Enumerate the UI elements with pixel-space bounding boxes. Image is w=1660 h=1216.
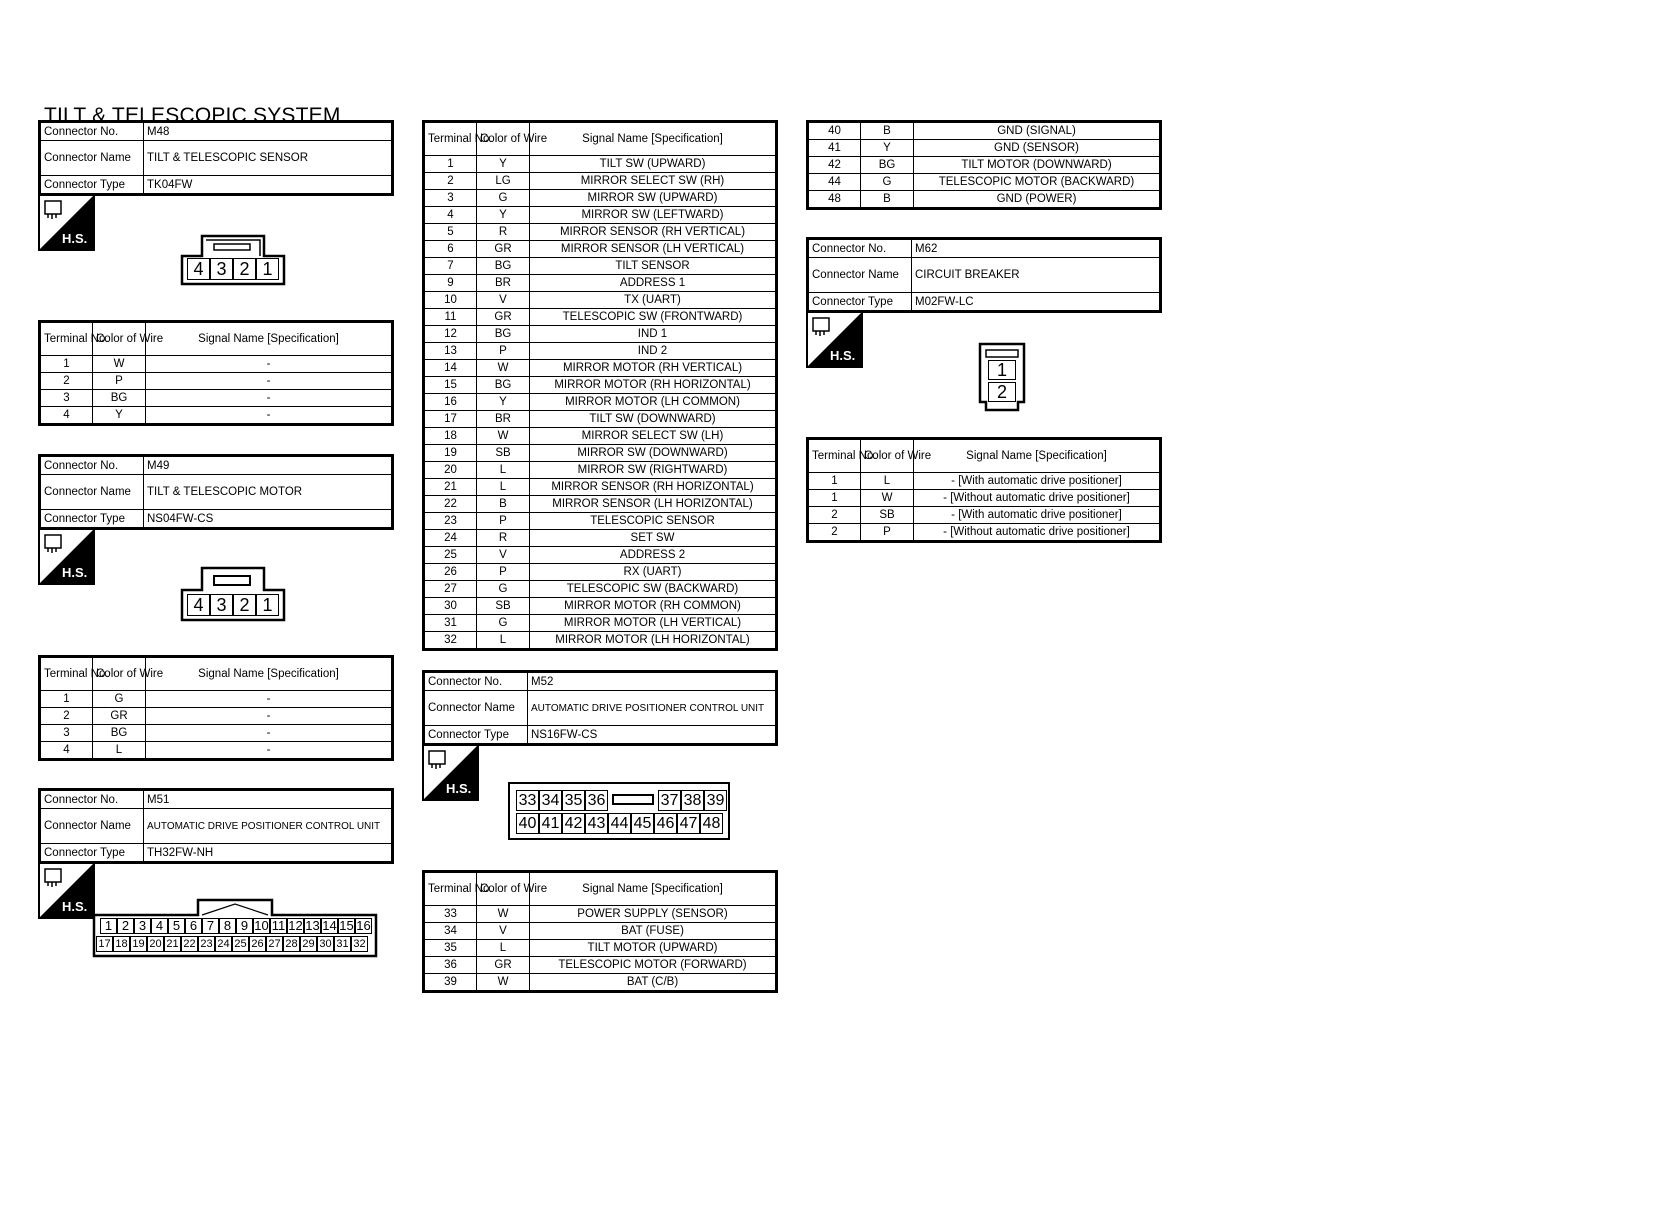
terminal-no-cell: 34	[424, 923, 477, 940]
wire-color-cell: L	[477, 479, 530, 496]
signal-name-cell: TILT SENSOR	[530, 258, 777, 275]
terminal-no-cell: 39	[424, 974, 477, 992]
wire-color-cell: BG	[861, 157, 914, 174]
wire-color-cell: G	[861, 174, 914, 191]
table-row	[424, 292, 777, 309]
wire-color-cell: B	[861, 122, 914, 140]
pin-15: 15	[339, 918, 354, 933]
wire-color-cell: BG	[477, 258, 530, 275]
signal-name-cell: TILT SW (UPWARD)	[530, 156, 777, 173]
signal-name-cell: GND (SIGNAL)	[914, 122, 1161, 140]
m51-pin-table: Terminal No. Color of Wire Signal Name [Specification] 1 Y TILT SW (UPWARD) 2 LG MIRROR SELECT SW (RH) 3 G MIRROR SW (UPWARD) 4 Y MIRROR SW (LEFTWARD) 5 R MIRROR SENSOR (RH VERTICAL) 6 GR MIRROR SENSOR (LH VERTICAL) 7 BG TILT SENSOR 9 BR ADDRESS 1 10 V TX (UART) 11 GR TELESCOPIC SW (FRONTWARD) 12 BG IND 1 13 P IND 2 14 W MIRROR MOTOR (RH VERTICAL) 15 BG MIRROR MOTOR (RH HORIZONTAL) 16 Y MIRROR MOTOR (LH COMMON) 17 BR TILT SW (DOWNWARD) 18 W MIRROR SELECT SW (LH) 19 SB MIRROR SW (DOWNWARD) 20 L MIRROR SW (RIGHTWARD) 21 L MIRROR SENSOR (RH HORIZONTAL) 22 B MIRROR SENSOR (LH HORIZONTAL) 23 P TELESCOPIC SENSOR 24 R SET SW 25 V ADDRESS 2 26 P RX (UART) 27 G TELESCOPIC SW (BACKWARD) 30 SB MIRROR MOTOR (RH COMMON) 31 G MIRROR MOTOR (LH VERTICAL) 32 L MIRROR MOTOR (LH HORIZONTAL)	[422, 120, 778, 651]
m51-name: AUTOMATIC DRIVE POSITIONER CONTROL UNIT	[144, 809, 393, 844]
connector-name-label: Connector Name	[40, 475, 144, 510]
signal-name-cell: - [With automatic drive positioner]	[914, 473, 1161, 490]
table-row	[424, 530, 777, 547]
table-row	[424, 377, 777, 394]
table-row: 3 BG -	[40, 725, 393, 742]
table-row	[424, 462, 777, 479]
table-row	[808, 157, 1161, 174]
table-row	[424, 906, 777, 923]
pin-45: 45	[631, 813, 654, 834]
table-row	[424, 411, 777, 428]
m62-name: CIRCUIT BREAKER	[912, 258, 1161, 293]
svg-text:H.S.: H.S.	[62, 565, 88, 580]
pin-1: 1	[988, 360, 1016, 380]
table-row	[808, 507, 1161, 524]
wire-color-cell: GR	[477, 241, 530, 258]
wire-color-cell: R	[477, 224, 530, 241]
table-row	[424, 974, 777, 992]
pin-2: 2	[117, 918, 134, 934]
signal-name-cell: TILT MOTOR (DOWNWARD)	[914, 157, 1161, 174]
terminal-no-cell: 16	[424, 394, 477, 411]
m51-connector-face	[92, 898, 378, 958]
pin-2: 2	[988, 382, 1016, 402]
pin-25: 25	[232, 936, 249, 952]
pin-27: 27	[266, 936, 283, 952]
wire-color-cell: LG	[477, 173, 530, 190]
pin-37: 37	[658, 790, 681, 811]
pin-2: 2	[233, 594, 256, 616]
table-row	[808, 122, 1161, 140]
pin-36: 36	[585, 790, 608, 811]
m48-pin-table	[38, 320, 394, 426]
wire-color-cell: G	[477, 190, 530, 207]
m52-pin-table: Terminal No. Color of Wire Signal Name [Specification] 33 W POWER SUPPLY (SENSOR) 34 V BAT (FUSE) 35 L TILT MOTOR (UPWARD) 36 GR TELESCOPIC MOTOR (FORWARD) 39 W BAT (C/B)	[422, 870, 778, 993]
wire-color-cell: V	[477, 923, 530, 940]
wire-color-cell: Y	[477, 156, 530, 173]
pin-35: 35	[562, 790, 585, 811]
pin-29: 29	[300, 936, 317, 952]
pin-42: 42	[562, 813, 585, 834]
table-row: 4 L -	[40, 742, 393, 760]
terminal-no-cell: 30	[424, 598, 477, 615]
terminal-no-cell: 5	[424, 224, 477, 241]
wire-color-cell: V	[477, 292, 530, 309]
wire-color-cell: SB	[861, 507, 914, 524]
wire-color-cell: SB	[477, 598, 530, 615]
wire-color-cell: Y	[477, 207, 530, 224]
signal-name-cell: MIRROR SW (RIGHTWARD)	[530, 462, 777, 479]
hs-label: H.S.	[62, 231, 88, 246]
table-row	[424, 343, 777, 360]
table-row	[424, 513, 777, 530]
pin-20: 20	[147, 936, 164, 952]
table-row	[424, 496, 777, 513]
pin-48: 48	[700, 813, 723, 834]
pin-32: 32	[351, 936, 368, 952]
table-row	[424, 581, 777, 598]
table-row	[424, 156, 777, 173]
pin-14: 14	[322, 918, 337, 933]
signal-name-cell: TELESCOPIC SW (FRONTWARD)	[530, 309, 777, 326]
signal-name-cell: IND 2	[530, 343, 777, 360]
table-row	[424, 547, 777, 564]
pin-26: 26	[249, 936, 266, 952]
signal-name-cell: TX (UART)	[530, 292, 777, 309]
table-row	[424, 326, 777, 343]
signal-name-cell: GND (SENSOR)	[914, 140, 1161, 157]
pin-4: 4	[187, 594, 210, 616]
table-row	[424, 224, 777, 241]
terminal-no-cell: 4	[424, 207, 477, 224]
table-row	[424, 632, 777, 650]
table-row	[424, 479, 777, 496]
wire-color-cell: SB	[477, 445, 530, 462]
terminal-no-cell: 3	[424, 190, 477, 207]
m48-connector-info	[38, 120, 394, 196]
table-row	[424, 564, 777, 581]
terminal-no-cell: 36	[424, 957, 477, 974]
signal-name-cell: - [Without automatic drive positioner]	[914, 524, 1161, 542]
terminal-no-cell: 22	[424, 496, 477, 513]
terminal-no-cell: 2	[808, 507, 861, 524]
pin-31: 31	[334, 936, 351, 952]
m51-connector-info: Connector No. M51 Connector Name AUTOMATIC DRIVE POSITIONER CONTROL UNIT Connector Type TH32FW-NH	[38, 788, 394, 864]
table-row	[424, 615, 777, 632]
pin-40: 40	[516, 813, 539, 834]
pin-5: 5	[168, 918, 185, 934]
m62-pin-table: Terminal No. Color of Wire Signal Name [Specification] 1 L - [With automatic drive positioner] 1 W - [Without automatic drive positioner] 2 SB - [With automatic drive positioner] 2 P - [Without automatic drive positioner]	[806, 437, 1162, 543]
wire-color-cell: W	[477, 974, 530, 992]
table-row: 2 P -	[40, 373, 393, 390]
signal-name-cell: ADDRESS 1	[530, 275, 777, 292]
terminal-no-cell: 14	[424, 360, 477, 377]
hs-icon	[806, 311, 863, 368]
wire-color-cell: L	[861, 473, 914, 490]
m52-name: AUTOMATIC DRIVE POSITIONER CONTROL UNIT	[528, 691, 777, 726]
connector-name-label: Connector Name	[40, 141, 144, 176]
pin-10: 10	[254, 918, 269, 933]
wire-color-cell: B	[477, 496, 530, 513]
terminal-no-header: Terminal No.	[40, 322, 93, 356]
table-row	[424, 258, 777, 275]
signal-name-cell: RX (UART)	[530, 564, 777, 581]
table-row: 1 W -	[40, 356, 393, 373]
wire-color-cell: BG	[477, 377, 530, 394]
table-row	[808, 191, 1161, 209]
pin-19: 19	[130, 936, 147, 952]
wire-color-cell: BG	[477, 326, 530, 343]
signal-name-cell: POWER SUPPLY (SENSOR)	[530, 906, 777, 923]
wire-color-cell: B	[861, 191, 914, 209]
m62-type: M02FW-LC	[912, 293, 1161, 312]
pin-43: 43	[585, 813, 608, 834]
signal-name-cell: MIRROR MOTOR (LH VERTICAL)	[530, 615, 777, 632]
pin-41: 41	[539, 813, 562, 834]
terminal-no-cell: 33	[424, 906, 477, 923]
page-title: TILT & TELESCOPIC SYSTEM	[44, 104, 341, 127]
table-row	[424, 923, 777, 940]
signal-name-cell: MIRROR MOTOR (RH VERTICAL)	[530, 360, 777, 377]
signal-name-cell: MIRROR SENSOR (LH VERTICAL)	[530, 241, 777, 258]
terminal-no-cell: 21	[424, 479, 477, 496]
terminal-no-cell: 11	[424, 309, 477, 326]
pin-3: 3	[134, 918, 151, 934]
signal-name-cell: TILT SW (DOWNWARD)	[530, 411, 777, 428]
table-row	[808, 473, 1161, 490]
m49-pin-table: Terminal No. Color of Wire Signal Name [Specification] 1 G - 2 GR - 3 BG - 4 L -	[38, 655, 394, 761]
terminal-no-cell: 19	[424, 445, 477, 462]
pin-22: 22	[181, 936, 198, 952]
signal-name-cell: MIRROR SENSOR (RH HORIZONTAL)	[530, 479, 777, 496]
m62-connector-face	[978, 342, 1026, 412]
signal-name-cell: TELESCOPIC SENSOR	[530, 513, 777, 530]
terminal-no-cell: 2	[808, 524, 861, 542]
signal-name-cell: IND 1	[530, 326, 777, 343]
table-row	[424, 428, 777, 445]
signal-name-cell: - [Without automatic drive positioner]	[914, 490, 1161, 507]
table-row	[424, 360, 777, 377]
pin-9: 9	[236, 918, 253, 934]
m52-connector-face	[508, 782, 730, 840]
table-row	[808, 174, 1161, 191]
table-row	[424, 241, 777, 258]
terminal-no-cell: 44	[808, 174, 861, 191]
signal-name-cell: MIRROR SENSOR (LH HORIZONTAL)	[530, 496, 777, 513]
pin-8: 8	[219, 918, 236, 934]
table-row: 1 G -	[40, 691, 393, 708]
m48-name: TILT & TELESCOPIC SENSOR	[144, 141, 393, 176]
terminal-no-cell: 13	[424, 343, 477, 360]
table-row	[424, 394, 777, 411]
table-row: 4 Y -	[40, 407, 393, 425]
table-row	[424, 173, 777, 190]
wire-color-cell: W	[477, 906, 530, 923]
wire-color-cell: GR	[477, 309, 530, 326]
terminal-no-cell: 26	[424, 564, 477, 581]
wire-color-cell: P	[477, 513, 530, 530]
pin-46: 46	[654, 813, 677, 834]
m49-no: M49	[144, 456, 393, 475]
wire-color-cell: P	[477, 343, 530, 360]
terminal-no-cell: 9	[424, 275, 477, 292]
signal-name-cell: MIRROR SW (DOWNWARD)	[530, 445, 777, 462]
m62-no: M62	[912, 239, 1161, 258]
pin-44: 44	[608, 813, 631, 834]
signal-name-cell: TELESCOPIC SW (BACKWARD)	[530, 581, 777, 598]
terminal-no-cell: 2	[424, 173, 477, 190]
wire-color-cell: W	[861, 490, 914, 507]
table-row	[424, 275, 777, 292]
svg-text:H.S.: H.S.	[62, 899, 88, 914]
signal-name-cell: - [With automatic drive positioner]	[914, 507, 1161, 524]
pin-2: 2	[233, 258, 256, 280]
pin-4: 4	[151, 918, 168, 934]
pin-23: 23	[198, 936, 215, 952]
pin-1: 1	[256, 594, 279, 616]
wire-color-cell: BR	[477, 411, 530, 428]
pin-12: 12	[288, 918, 303, 933]
signal-name-cell: MIRROR SELECT SW (RH)	[530, 173, 777, 190]
pin-11: 11	[271, 918, 286, 933]
connector-type-label: Connector Type	[40, 510, 144, 529]
signal-name-cell: TILT MOTOR (UPWARD)	[530, 940, 777, 957]
table-row: 3 BG -	[40, 390, 393, 407]
connector-lock-slot	[612, 794, 654, 805]
svg-text:H.S.: H.S.	[830, 348, 856, 363]
hs-icon	[422, 744, 479, 801]
terminal-no-cell: 27	[424, 581, 477, 598]
signal-name-cell: BAT (C/B)	[530, 974, 777, 992]
terminal-no-cell: 7	[424, 258, 477, 275]
signal-name-cell: MIRROR MOTOR (LH COMMON)	[530, 394, 777, 411]
m49-name: TILT & TELESCOPIC MOTOR	[144, 475, 393, 510]
pin-16: 16	[356, 918, 371, 933]
signal-name-cell: TELESCOPIC MOTOR (FORWARD)	[530, 957, 777, 974]
wire-color-cell: G	[477, 581, 530, 598]
signal-name-cell: TELESCOPIC MOTOR (BACKWARD)	[914, 174, 1161, 191]
m52-connector-info: Connector No. M52 Connector Name AUTOMATIC DRIVE POSITIONER CONTROL UNIT Connector Type NS16FW-CS	[422, 670, 778, 746]
signal-name-cell: GND (POWER)	[914, 191, 1161, 209]
terminal-no-cell: 6	[424, 241, 477, 258]
signal-name-cell: SET SW	[530, 530, 777, 547]
signal-name-cell: ADDRESS 2	[530, 547, 777, 564]
pin-30: 30	[317, 936, 334, 952]
pin-28: 28	[283, 936, 300, 952]
m48-connector-face	[180, 234, 286, 286]
wire-color-cell: BR	[477, 275, 530, 292]
pin-17: 17	[96, 936, 113, 952]
wire-color-cell: Y	[477, 394, 530, 411]
hs-icon	[38, 528, 95, 585]
table-row	[424, 957, 777, 974]
terminal-no-cell: 20	[424, 462, 477, 479]
terminal-no-cell: 35	[424, 940, 477, 957]
signal-name-cell: MIRROR SW (UPWARD)	[530, 190, 777, 207]
terminal-no-cell: 23	[424, 513, 477, 530]
terminal-no-cell: 1	[808, 473, 861, 490]
wire-color-cell: P	[861, 524, 914, 542]
signal-name-cell: MIRROR MOTOR (LH HORIZONTAL)	[530, 632, 777, 650]
m52-type: NS16FW-CS	[528, 726, 777, 745]
terminal-no-cell: 1	[808, 490, 861, 507]
terminal-no-cell: 1	[424, 156, 477, 173]
wire-color-cell: V	[477, 547, 530, 564]
m49-connector-info	[38, 454, 394, 530]
signal-header: Signal Name [Specification]	[146, 322, 393, 356]
m51-no: M51	[144, 790, 393, 809]
pin-3: 3	[210, 258, 233, 280]
pin-13: 13	[305, 918, 320, 933]
pin-7: 7	[202, 918, 219, 934]
table-row	[424, 445, 777, 462]
wire-color-cell: W	[477, 360, 530, 377]
pin-1: 1	[256, 258, 279, 280]
m49-connector-face	[180, 566, 286, 622]
table-row	[808, 524, 1161, 542]
table-row	[808, 140, 1161, 157]
hs-icon	[38, 862, 95, 919]
signal-name-cell: MIRROR MOTOR (RH HORIZONTAL)	[530, 377, 777, 394]
hs-icon	[38, 194, 95, 251]
terminal-no-cell: 18	[424, 428, 477, 445]
signal-name-cell: MIRROR SENSOR (RH VERTICAL)	[530, 224, 777, 241]
terminal-no-cell: 42	[808, 157, 861, 174]
m51-type: TH32FW-NH	[144, 844, 393, 863]
signal-name-cell: MIRROR MOTOR (RH COMMON)	[530, 598, 777, 615]
table-row: 2 GR -	[40, 708, 393, 725]
terminal-no-cell: 48	[808, 191, 861, 209]
pin-3: 3	[210, 594, 233, 616]
pin-39: 39	[704, 790, 727, 811]
color-header: Color of Wire	[93, 322, 146, 356]
table-row	[424, 940, 777, 957]
terminal-no-cell: 15	[424, 377, 477, 394]
wire-color-cell: L	[477, 940, 530, 957]
pin-4: 4	[187, 258, 210, 280]
wire-color-cell: P	[477, 564, 530, 581]
m48-no: M48	[144, 122, 393, 141]
signal-name-cell: MIRROR SELECT SW (LH)	[530, 428, 777, 445]
connector-no-label: Connector No.	[40, 122, 144, 141]
terminal-no-cell: 31	[424, 615, 477, 632]
pin-18: 18	[113, 936, 130, 952]
terminal-no-cell: 40	[808, 122, 861, 140]
m49-type: NS04FW-CS	[144, 510, 393, 529]
terminal-no-cell: 41	[808, 140, 861, 157]
table-row	[424, 598, 777, 615]
wire-color-cell: GR	[477, 957, 530, 974]
table-row	[424, 190, 777, 207]
table-row	[424, 207, 777, 224]
wire-color-cell: L	[477, 462, 530, 479]
terminal-no-cell: 10	[424, 292, 477, 309]
wire-color-cell: Y	[861, 140, 914, 157]
m48-info-table	[38, 120, 394, 196]
pin-1: 1	[100, 918, 117, 934]
terminal-no-cell: 17	[424, 411, 477, 428]
pin-33: 33	[516, 790, 539, 811]
svg-text:H.S.: H.S.	[446, 781, 472, 796]
signal-name-cell: BAT (FUSE)	[530, 923, 777, 940]
m52-pin-table-continued	[806, 120, 1162, 210]
wire-color-cell: R	[477, 530, 530, 547]
m62-connector-info: Connector No. M62 Connector Name CIRCUIT BREAKER Connector Type M02FW-LC	[806, 237, 1162, 313]
connector-no-label: Connector No.	[40, 456, 144, 475]
pin-6: 6	[185, 918, 202, 934]
pin-34: 34	[539, 790, 562, 811]
signal-name-cell: MIRROR SW (LEFTWARD)	[530, 207, 777, 224]
wire-color-cell: G	[477, 615, 530, 632]
terminal-no-cell: 32	[424, 632, 477, 650]
pin-38: 38	[681, 790, 704, 811]
terminal-no-cell: 12	[424, 326, 477, 343]
m48-type: TK04FW	[144, 176, 393, 195]
table-row	[808, 490, 1161, 507]
m52-no: M52	[528, 672, 777, 691]
terminal-no-cell: 24	[424, 530, 477, 547]
pin-24: 24	[215, 936, 232, 952]
wire-color-cell: L	[477, 632, 530, 650]
connector-type-label: Connector Type	[40, 176, 144, 195]
table-row	[424, 309, 777, 326]
wire-color-cell: W	[477, 428, 530, 445]
terminal-no-cell: 25	[424, 547, 477, 564]
pin-21: 21	[164, 936, 181, 952]
pin-47: 47	[677, 813, 700, 834]
